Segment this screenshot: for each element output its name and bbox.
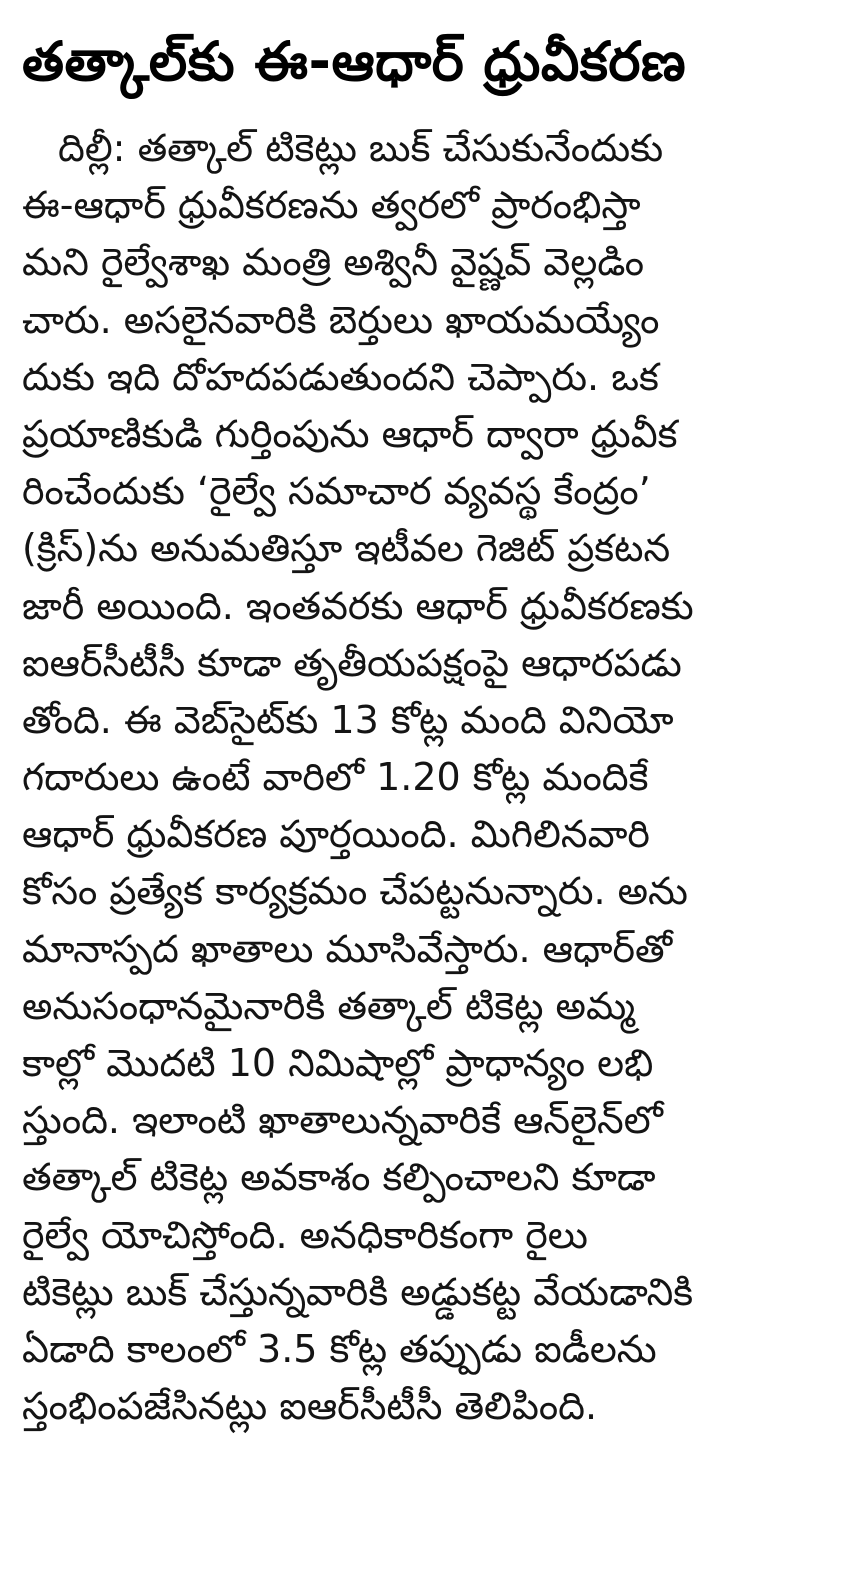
body-line-22: ఏడాది కాలంలో 3.5 కోట్ల తప్పుడు ఐడీలను (22, 1326, 657, 1371)
body-line-17: కాల్లో మొదటి 10 నిమిషాల్లో ప్రాధాన్యం లభి (22, 1041, 654, 1085)
body-line-6: ప్రయాణికుడి గుర్తింపును ఆధార్ ద్వారా ధ్రువీక (22, 411, 678, 456)
body-line-1: దిల్లీ: తత్కాల్ టికెట్లు బుక్ చేసుకునేందుకు (58, 126, 664, 170)
article-body (22, 120, 822, 1435)
body-line-19: తత్కాల్ టికెట్ల అవకాశం కల్పించాలని కూడా (22, 1155, 656, 1200)
body-line-4: చారు. అసలైనవారికి బెర్తులు ఖాయమయ్యేం (22, 297, 660, 342)
body-line-15: మానాస్పద ఖాతాలు మూసివేస్తారు. ఆధార్‌తో (22, 926, 673, 971)
body-line-18: స్తుంది. ఇలాంటి ఖాతాలున్నవారికే ఆన్‌లైన్‌లో (22, 1098, 663, 1143)
body-line-11: తోంది. ఈ వెబ్‌సైట్‌కు 13 కోట్ల మంది వినియో (22, 697, 674, 742)
body-line-16: అనుసంధానమైనారికి తత్కాల్ టికెట్ల అమ్మ (22, 983, 636, 1028)
body-line-9: జారీ అయింది. ఇంతవరకు ఆధార్ ధ్రువీకరణకు (22, 583, 694, 628)
headline: తత్కాల్‌కు ఈ-ఆధార్ ధ్రువీకరణ (22, 30, 687, 93)
body-line-12: గదారులు ఉంటే వారిలో 1.20 కోట్ల మందికే (22, 755, 649, 800)
body-line-20: రైల్వే యోచిస్తోంది. అనధికారికంగా రైలు (22, 1212, 588, 1257)
body-line-21: టికెట్లు బుక్ చేస్తున్నవారికి అడ్డుకట్ట వేయడానికి (22, 1269, 694, 1314)
body-line-13: ఆధార్ ధ్రువీకరణ పూర్తయింది. మిగిలినవారి (22, 812, 650, 857)
body-line-10: ఐఆర్‌సీటీసీ కూడా తృతీయపక్షంపై ఆధారపడు (22, 640, 682, 685)
body-line-2: ఈ-ఆధార్ ధ్రువీకరణను త్వరలో ప్రారంభిస్తా (22, 183, 641, 228)
body-line-3: మని రైల్వేశాఖ మంత్రి అశ్వినీ వైష్ణవ్ వెల్లడిం (22, 240, 645, 285)
body-line-14: కోసం ప్రత్యేక కార్యక్రమం చేపట్టనున్నారు. అను (22, 869, 688, 914)
body-line-8: (క్రిస్)ను అనుమతిస్తూ ఇటీవల గెజిట్ ప్రకటన (22, 526, 671, 571)
body-line-23: స్తంభింపజేసినట్లు ఐఆర్‌సీటీసీ తెలిపింది. (22, 1384, 598, 1429)
body-line-5: దుకు ఇది దోహదపడుతుందని చెప్పారు. ఒక (22, 354, 659, 399)
body-line-7: రించేందుకు ‘రైల్వే సమాచార వ్యవస్థ కేంద్రం’ (22, 469, 651, 514)
